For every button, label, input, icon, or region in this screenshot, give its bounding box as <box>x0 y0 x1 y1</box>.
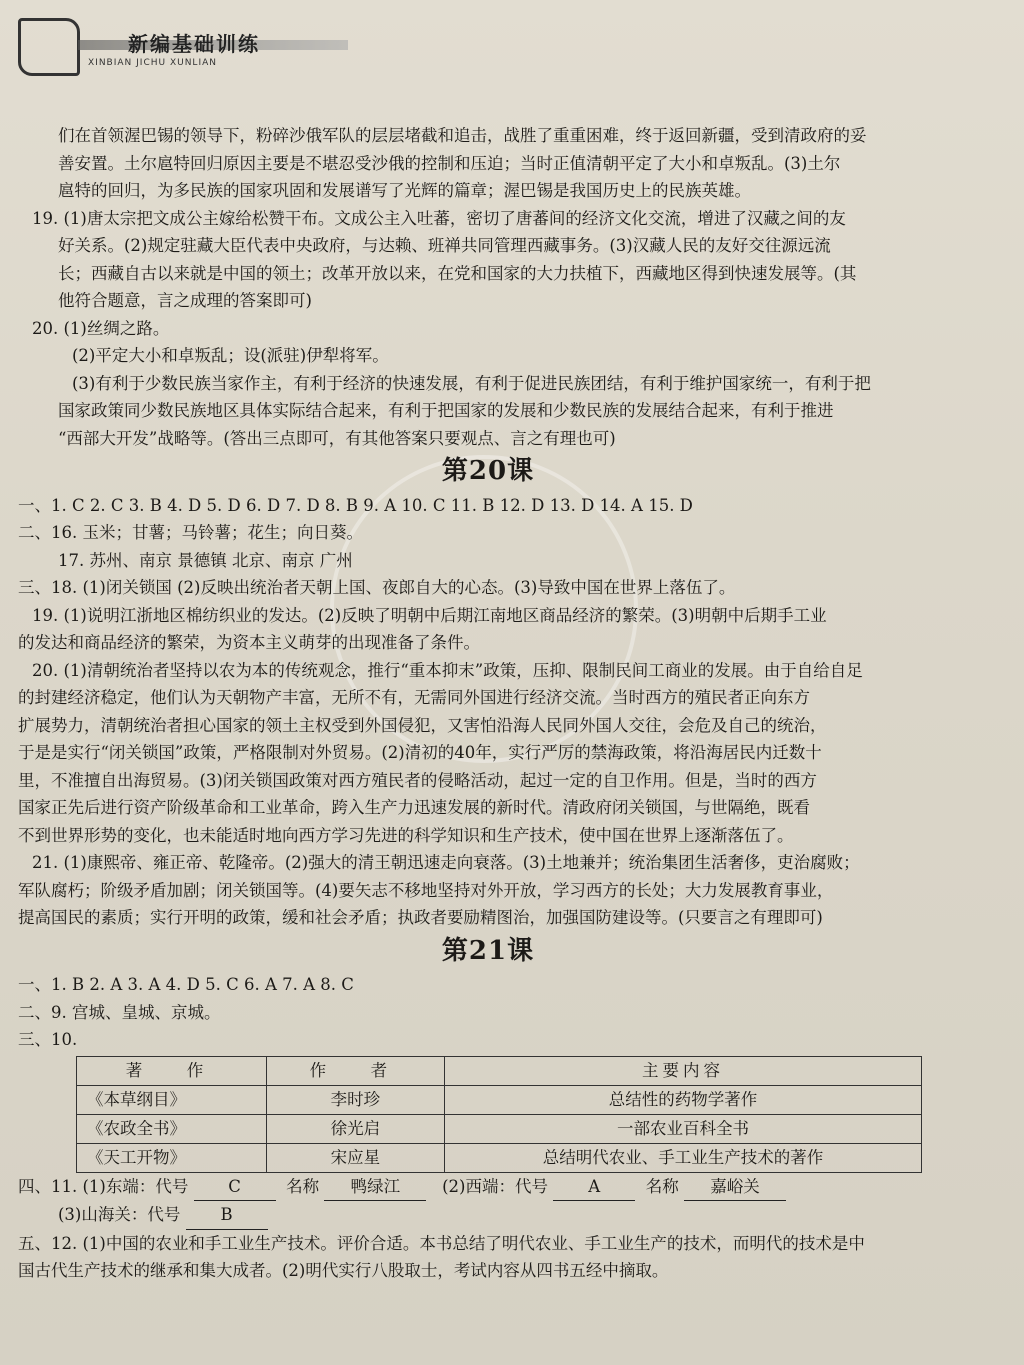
top-section <box>18 122 958 205</box>
table-cell: 徐光启 <box>266 1114 444 1143</box>
text-line: 善安置。土尔扈特回归原因主要是不堪忍受沙俄的控制和压迫；当时正值清朝平定了大小和卓叛乱。(3)土尔 <box>58 153 841 173</box>
answer-content <box>18 122 958 1285</box>
text-line: 的封建经济稳定，他们认为天朝物产丰富，无所不有，无需同外国进行经济交流。当时西方的殖民者正向东方 <box>18 688 810 707</box>
table-header: 作 者 <box>266 1056 444 1085</box>
table-cell: 李时珍 <box>266 1085 444 1114</box>
table-header: 著 作 <box>77 1056 267 1085</box>
q11-prefix: 四、11. (1)东端：代号 <box>18 1176 189 1196</box>
table-cell: 《农政全书》 <box>77 1114 267 1143</box>
table-row <box>77 1114 922 1143</box>
east-name-answer: 鸭绿江 <box>324 1173 426 1202</box>
table-cell: 《天工开物》 <box>77 1143 267 1172</box>
name-label: 名称 <box>645 1176 679 1196</box>
text-line: 三、18. (1)闭关锁国 (2)反映出统治者天朝上国、夜郎自大的心态。(3)导致中国在世界上落伍了。 <box>18 578 736 597</box>
text-line: 国古代生产技术的继承和集大成者。(2)明代实行八股取士，考试内容从四书五经中摘取。 <box>18 1261 669 1280</box>
table-header: 主要内容 <box>444 1056 921 1085</box>
shanhai-prefix: (3)山海关：代号 <box>58 1205 181 1224</box>
lesson-20-answers <box>18 492 958 932</box>
header <box>18 18 348 78</box>
text-line: 19. (1)唐太宗把文成公主嫁给松赞干布。文成公主入吐蕃，密切了唐蕃间的经济文化交流，增进了汉藏之间的友 <box>32 208 846 228</box>
east-code-answer: C <box>194 1173 276 1202</box>
table-cell: 宋应星 <box>266 1143 444 1172</box>
text-line: 国家政策同少数民族地区具体实际结合起来，有利于把国家的发展和少数民族的发展结合起来，有利于推进 <box>58 401 834 420</box>
text-line: 二、16. 玉米；甘薯；马铃薯；花生；向日葵。 <box>18 523 363 542</box>
table-header-row <box>77 1056 922 1085</box>
text-line: 五、12. (1)中国的农业和手工业生产技术。评价合适。本书总结了明代农业、手工业生产的技术，而明代的技术是中 <box>18 1233 865 1253</box>
text-line: “西部大开发”战略等。(答出三点即可，有其他答案只要观点、言之有理也可) <box>58 428 616 448</box>
text-line: 20. (1)丝绸之路。 <box>32 318 170 338</box>
text-line: 军队腐朽；阶级矛盾加剧；闭关锁国等。(4)要矢志不移地坚持对外开放，学习西方的长处；大力发展教育事业， <box>18 880 834 900</box>
text-line: 们在首领渥巴锡的领导下，粉碎沙俄军队的层层堵截和追击，战胜了重重困难，终于返回新疆，受到清政府的妥 <box>58 126 867 145</box>
text-line: 二、9. 宫城、皇城、京城。 <box>18 1002 221 1022</box>
text-line: 20. (1)清朝统治者坚持以农为本的传统观念，推行“重本抑末”政策，压抑、限制民间工商业的发展。由于自给自足 <box>32 660 863 680</box>
book-title: 新编基础训练 <box>128 32 260 56</box>
shanhai-code-answer: B <box>186 1201 268 1230</box>
lesson-21-answers <box>18 971 958 1285</box>
table-cell: 一部农业百科全书 <box>444 1114 921 1143</box>
text-line: 19. (1)说明江浙地区棉纺织业的发达。(2)反映了明朝中后期江南地区商品经济的繁荣。(3)明朝中后期手工业 <box>32 605 827 625</box>
book-pinyin: XINBIAN JICHU XUNLIAN <box>88 58 217 68</box>
table-row <box>77 1143 922 1172</box>
text-line: 他符合题意，言之成理的答案即可) <box>58 291 312 310</box>
text-line: 提高国民的素质；实行开明的政策，缓和社会矛盾；执政者要励精图治，加强国防建设等。(只要言之有理即可) <box>18 908 823 927</box>
question-11-line2 <box>18 1201 958 1230</box>
text-line: 17. 苏州、南京 景德镇 北京、南京 广州 <box>58 550 353 570</box>
text-line: 长；西藏自古以来就是中国的领土；改革开放以来，在党和国家的大力扶植下，西藏地区得到快速发展等。(其 <box>58 263 857 283</box>
table-cell: 总结明代农业、手工业生产技术的著作 <box>444 1143 921 1172</box>
text-line: 一、1. B 2. A 3. A 4. D 5. C 6. A 7. A 8. C <box>18 975 354 994</box>
lesson-21-title: 第21课 <box>441 935 535 966</box>
text-line: 三、10. <box>18 1030 78 1049</box>
text-line: 21. (1)康熙帝、雍正帝、乾隆帝。(2)强大的清王朝迅速走向衰落。(3)土地兼并；统治集团生活奢侈，吏治腐败； <box>32 853 860 872</box>
question-11-line1 <box>18 1173 958 1202</box>
text-line: 扈特的回归，为多民族的国家巩固和发展谱写了光辉的篇章；渥巴锡是我国历史上的民族英雄。 <box>58 181 751 200</box>
text-line: 一、1. C 2. C 3. B 4. D 5. D 6. D 7. D 8. B 9. A 10. C 11. B 12. D 13. D 14. A 15. D <box>18 495 693 515</box>
question-19 <box>18 205 958 315</box>
text-line: 好关系。(2)规定驻藏大臣代表中央政府，与达赖、班禅共同管理西藏事务。(3)汉藏人民的友好交往源远流 <box>58 236 831 255</box>
logo-icon <box>18 18 80 76</box>
text-line: (3)有利于少数民族当家作主，有利于经济的快速发展，有利于促进民族团结，有利于维护国家统一，有利于把 <box>72 373 871 393</box>
text-line: 扩展势力，清朝统治者担心国家的领土主权受到外国侵犯，又害怕沿海人民同外国人交往，会危及自己的统治， <box>18 715 827 735</box>
text-line: 不到世界形势的变化，也未能适时地向西方学习先进的科学知识和生产技术，使中国在世界上逐渐落伍了。 <box>18 825 794 845</box>
table-cell: 总结性的药物学著作 <box>444 1085 921 1114</box>
text-line: 里，不准擅自出海贸易。(3)闭关锁国政策对西方殖民者的侵略活动，起过一定的自卫作用。但是，当时的西方 <box>18 770 817 790</box>
lesson-20-title: 第20课 <box>441 456 535 486</box>
west-prefix: (2)西端：代号 <box>442 1176 548 1196</box>
table-row <box>77 1085 922 1114</box>
text-line: (2)平定大小和卓叛乱；设(派驻)伊犁将军。 <box>72 346 389 365</box>
west-name-answer: 嘉峪关 <box>684 1173 786 1202</box>
works-table <box>76 1056 922 1173</box>
table-cell: 《本草纲目》 <box>77 1085 267 1114</box>
text-line: 国家正先后进行资产阶级革命和工业革命，跨入生产力迅速发展的新时代。清政府闭关锁国，与世隔绝，既看 <box>18 798 810 817</box>
west-code-answer: A <box>553 1173 635 1202</box>
question-20 <box>18 315 958 453</box>
text-line: 于是是实行“闭关锁国”政策，严格限制对外贸易。(2)清初的40年，实行严厉的禁海政策，将沿海居民内迁数十 <box>18 743 822 762</box>
text-line: 的发达和商品经济的繁荣，为资本主义萌芽的出现准备了条件。 <box>18 633 480 652</box>
name-label: 名称 <box>286 1176 320 1196</box>
